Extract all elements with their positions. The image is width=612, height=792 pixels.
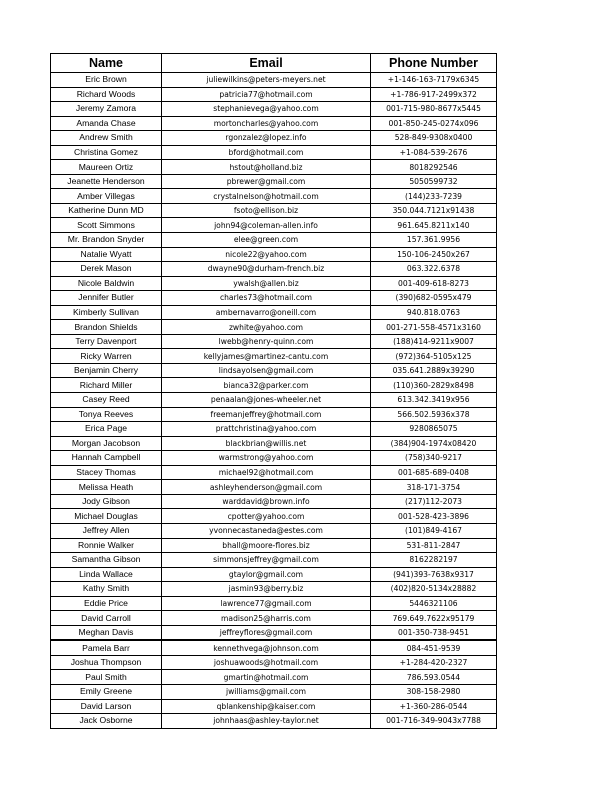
phone-cell: 528-849-9308x0400	[371, 131, 497, 146]
table-row	[51, 714, 497, 729]
phone-cell: 786.593.0544	[371, 670, 497, 685]
name-cell: Richard Miller	[51, 378, 162, 393]
phone-cell: +1-146-163-7179x6345	[371, 73, 497, 88]
table-row	[51, 494, 497, 509]
email-cell: madison25@harris.com	[162, 611, 371, 626]
email-cell: lindsayolsen@gmail.com	[162, 363, 371, 378]
phone-cell: 613.342.3419x956	[371, 393, 497, 408]
table-row	[51, 509, 497, 524]
phone-cell: 5050599732	[371, 174, 497, 189]
table-row	[51, 73, 497, 88]
phone-cell: 9280865075	[371, 422, 497, 437]
name-cell: Jeanette Henderson	[51, 174, 162, 189]
name-cell: Jennifer Butler	[51, 291, 162, 306]
name-cell: Stacey Thomas	[51, 465, 162, 480]
email-cell: bhall@moore-flores.biz	[162, 538, 371, 553]
name-cell: Tonya Reeves	[51, 407, 162, 422]
table-row	[51, 378, 497, 393]
name-cell: Richard Woods	[51, 87, 162, 102]
phone-cell: 001-850-245-0274x096	[371, 116, 497, 131]
name-cell: Michael Douglas	[51, 509, 162, 524]
phone-cell: (972)364-5105x125	[371, 349, 497, 364]
email-cell: qblankenship@kaiser.com	[162, 699, 371, 714]
phone-cell: 084-451-9539	[371, 640, 497, 655]
table-row	[51, 160, 497, 175]
email-cell: kennethvega@johnson.com	[162, 640, 371, 655]
name-cell: Linda Wallace	[51, 567, 162, 582]
email-cell: joshuawoods@hotmail.com	[162, 655, 371, 670]
phone-cell: (384)904-1974x08420	[371, 436, 497, 451]
header-row	[51, 54, 497, 73]
name-cell: Ricky Warren	[51, 349, 162, 364]
table-body	[51, 73, 497, 729]
phone-cell: 531-811-2847	[371, 538, 497, 553]
table-row	[51, 451, 497, 466]
table-row	[51, 538, 497, 553]
email-cell: gtaylor@gmail.com	[162, 567, 371, 582]
name-cell: Mr. Brandon Snyder	[51, 233, 162, 248]
email-cell: patricia77@hotmail.com	[162, 87, 371, 102]
email-cell: jasmin93@berry.biz	[162, 582, 371, 597]
phone-cell: 8162282197	[371, 553, 497, 568]
name-cell: Derek Mason	[51, 262, 162, 277]
header-email: Email	[162, 54, 371, 73]
email-cell: jwilliams@gmail.com	[162, 684, 371, 699]
table-row	[51, 684, 497, 699]
header-name: Name	[51, 54, 162, 73]
email-cell: rgonzalez@lopez.info	[162, 131, 371, 146]
table-row	[51, 233, 497, 248]
table-row	[51, 655, 497, 670]
name-cell: Brandon Shields	[51, 320, 162, 335]
phone-cell: 940.818.0763	[371, 305, 497, 320]
email-cell: dwayne90@durham-french.biz	[162, 262, 371, 277]
phone-cell: 308-158-2980	[371, 684, 497, 699]
phone-cell: +1-084-539-2676	[371, 145, 497, 160]
name-cell: Morgan Jacobson	[51, 436, 162, 451]
phone-cell: (144)233-7239	[371, 189, 497, 204]
email-cell: nicole22@yahoo.com	[162, 247, 371, 262]
table-row	[51, 465, 497, 480]
email-cell: mortoncharles@yahoo.com	[162, 116, 371, 131]
table-row	[51, 276, 497, 291]
phone-cell: 001-685-689-0408	[371, 465, 497, 480]
name-cell: Ronnie Walker	[51, 538, 162, 553]
name-cell: Nicole Baldwin	[51, 276, 162, 291]
name-cell: Katherine Dunn MD	[51, 203, 162, 218]
email-cell: yvonnecastaneda@estes.com	[162, 523, 371, 538]
table-row	[51, 436, 497, 451]
table-row	[51, 611, 497, 626]
name-cell: Kimberly Sullivan	[51, 305, 162, 320]
email-cell: john94@coleman-allen.info	[162, 218, 371, 233]
table-row	[51, 640, 497, 655]
table-row	[51, 116, 497, 131]
name-cell: Samantha Gibson	[51, 553, 162, 568]
email-cell: kellyjames@martinez-cantu.com	[162, 349, 371, 364]
email-cell: crystalnelson@hotmail.com	[162, 189, 371, 204]
table-row	[51, 334, 497, 349]
email-cell: freemanjeffrey@hotmail.com	[162, 407, 371, 422]
email-cell: prattchristina@yahoo.com	[162, 422, 371, 437]
table-row	[51, 625, 497, 640]
phone-cell: 001-271-558-4571x3160	[371, 320, 497, 335]
table-row	[51, 320, 497, 335]
name-cell: Joshua Thompson	[51, 655, 162, 670]
name-cell: Christina Gomez	[51, 145, 162, 160]
table-row	[51, 480, 497, 495]
table-row	[51, 699, 497, 714]
name-cell: Jody Gibson	[51, 494, 162, 509]
table-row	[51, 291, 497, 306]
name-cell: Casey Reed	[51, 393, 162, 408]
email-cell: ashleyhenderson@gmail.com	[162, 480, 371, 495]
table-row	[51, 670, 497, 685]
email-cell: johnhaas@ashley-taylor.net	[162, 714, 371, 729]
email-cell: pbrewer@gmail.com	[162, 174, 371, 189]
phone-cell: 001-528-423-3896	[371, 509, 497, 524]
phone-cell: 8018292546	[371, 160, 497, 175]
name-cell: Emily Greene	[51, 684, 162, 699]
table-row	[51, 145, 497, 160]
email-cell: fsoto@ellison.biz	[162, 203, 371, 218]
phone-cell: +1-284-420-2327	[371, 655, 497, 670]
header-phone: Phone Number	[371, 54, 497, 73]
email-cell: hstout@holland.biz	[162, 160, 371, 175]
email-cell: cpotter@yahoo.com	[162, 509, 371, 524]
phone-cell: 769.649.7622x95179	[371, 611, 497, 626]
table-row	[51, 523, 497, 538]
phone-cell: 350.044.7121x91438	[371, 203, 497, 218]
name-cell: Paul Smith	[51, 670, 162, 685]
phone-cell: (101)849-4167	[371, 523, 497, 538]
phone-cell: (188)414-9211x9007	[371, 334, 497, 349]
name-cell: Hannah Campbell	[51, 451, 162, 466]
phone-cell: 566.502.5936x378	[371, 407, 497, 422]
name-cell: Eddie Price	[51, 596, 162, 611]
name-cell: Pamela Barr	[51, 640, 162, 655]
name-cell: Jack Osborne	[51, 714, 162, 729]
table-row	[51, 422, 497, 437]
phone-cell: 001-409-618-8273	[371, 276, 497, 291]
table-row	[51, 596, 497, 611]
email-cell: warmstrong@yahoo.com	[162, 451, 371, 466]
name-cell: Melissa Heath	[51, 480, 162, 495]
contacts-table	[50, 53, 497, 729]
table-row	[51, 218, 497, 233]
phone-cell: 063.322.6378	[371, 262, 497, 277]
email-cell: elee@green.com	[162, 233, 371, 248]
email-cell: lwebb@henry-quinn.com	[162, 334, 371, 349]
phone-cell: (941)393-7638x9317	[371, 567, 497, 582]
table-row	[51, 349, 497, 364]
phone-cell: 318-171-3754	[371, 480, 497, 495]
name-cell: Erica Page	[51, 422, 162, 437]
email-cell: ambernavarro@oneill.com	[162, 305, 371, 320]
table-row	[51, 407, 497, 422]
email-cell: bianca32@parker.com	[162, 378, 371, 393]
email-cell: ywalsh@allen.biz	[162, 276, 371, 291]
name-cell: Amanda Chase	[51, 116, 162, 131]
table-row	[51, 567, 497, 582]
table-row	[51, 174, 497, 189]
phone-cell: (110)360-2829x8498	[371, 378, 497, 393]
email-cell: warddavid@brown.info	[162, 494, 371, 509]
table-row	[51, 553, 497, 568]
name-cell: Jeremy Zamora	[51, 102, 162, 117]
phone-cell: 001-715-980-8677x5445	[371, 102, 497, 117]
table-row	[51, 189, 497, 204]
email-cell: juliewilkins@peters-meyers.net	[162, 73, 371, 88]
name-cell: Meghan Davis	[51, 625, 162, 640]
name-cell: Amber Villegas	[51, 189, 162, 204]
email-cell: lawrence77@gmail.com	[162, 596, 371, 611]
phone-cell: 961.645.8211x140	[371, 218, 497, 233]
name-cell: Benjamin Cherry	[51, 363, 162, 378]
phone-cell: 5446321106	[371, 596, 497, 611]
table-row	[51, 131, 497, 146]
name-cell: Maureen Ortiz	[51, 160, 162, 175]
email-cell: michael92@hotmail.com	[162, 465, 371, 480]
email-cell: zwhite@yahoo.com	[162, 320, 371, 335]
phone-cell: (390)682-0595x479	[371, 291, 497, 306]
table-row	[51, 247, 497, 262]
table-row	[51, 87, 497, 102]
name-cell: Scott Simmons	[51, 218, 162, 233]
table-row	[51, 582, 497, 597]
phone-cell: +1-360-286-0544	[371, 699, 497, 714]
email-cell: penaalan@jones-wheeler.net	[162, 393, 371, 408]
email-cell: blackbrian@willis.net	[162, 436, 371, 451]
phone-cell: 035.641.2889x39290	[371, 363, 497, 378]
name-cell: Terry Davenport	[51, 334, 162, 349]
name-cell: Natalie Wyatt	[51, 247, 162, 262]
name-cell: David Larson	[51, 699, 162, 714]
name-cell: Andrew Smith	[51, 131, 162, 146]
table-row	[51, 305, 497, 320]
phone-cell: 157.361.9956	[371, 233, 497, 248]
phone-cell: (217)112-2073	[371, 494, 497, 509]
table-row	[51, 363, 497, 378]
phone-cell: (402)820-5134x28882	[371, 582, 497, 597]
table-row	[51, 102, 497, 117]
phone-cell: (758)340-9217	[371, 451, 497, 466]
email-cell: stephanievega@yahoo.com	[162, 102, 371, 117]
email-cell: gmartin@hotmail.com	[162, 670, 371, 685]
phone-cell: 001-716-349-9043x7788	[371, 714, 497, 729]
phone-cell: 001-350-738-9451	[371, 625, 497, 640]
name-cell: Jeffrey Allen	[51, 523, 162, 538]
phone-cell: 150-106-2450x267	[371, 247, 497, 262]
phone-cell: +1-786-917-2499x372	[371, 87, 497, 102]
table-row	[51, 393, 497, 408]
name-cell: Kathy Smith	[51, 582, 162, 597]
email-cell: simmonsjeffrey@gmail.com	[162, 553, 371, 568]
table-row	[51, 262, 497, 277]
email-cell: bford@hotmail.com	[162, 145, 371, 160]
email-cell: charles73@hotmail.com	[162, 291, 371, 306]
email-cell: jeffreyflores@gmail.com	[162, 625, 371, 640]
name-cell: David Carroll	[51, 611, 162, 626]
name-cell: Eric Brown	[51, 73, 162, 88]
table-row	[51, 203, 497, 218]
